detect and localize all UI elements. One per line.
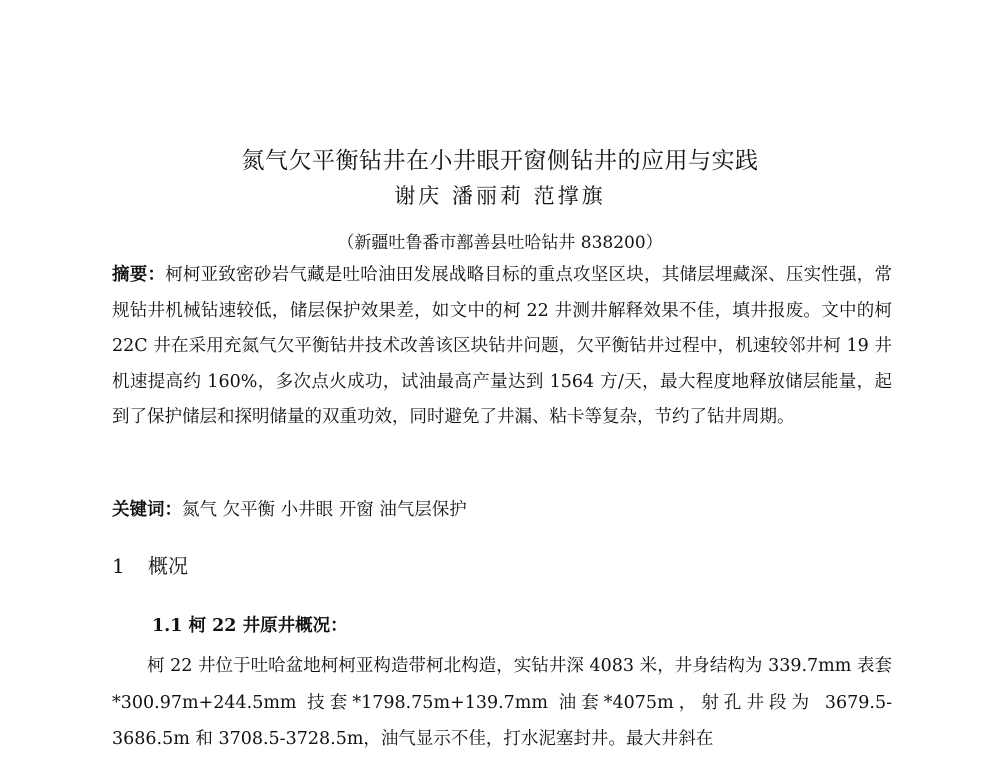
section-number: 1 bbox=[112, 554, 125, 578]
subsection-heading: 1.1 柯 22 井原井概况： bbox=[152, 616, 348, 636]
author-list: 谢庆 潘丽莉 范撑旗 bbox=[394, 184, 606, 208]
keywords-line bbox=[112, 496, 892, 521]
section-heading bbox=[112, 550, 188, 579]
body-paragraph: 柯 22 井位于吐哈盆地柯柯亚构造带柯北构造，实钻井深 4083 米，井身结构为 339.7mm 表套*300.97m+244.5mm 技套*1798.75m+139.7mm 油套*4075m，射孔井段为 3679.5-3686.5m 和 3708.5-3728.5m，油气显示不佳，打水泥塞封井。最大井斜在 bbox=[112, 656, 892, 749]
keywords-label: 关键词： bbox=[112, 500, 182, 520]
affiliation: （新疆吐鲁番市鄯善县吐哈钻井 838200） bbox=[337, 233, 663, 253]
section-title: 概况 bbox=[148, 554, 188, 578]
keywords-text: 氮气 欠平衡 小井眼 开窗 油气层保护 bbox=[182, 500, 467, 520]
abstract-label: 摘要： bbox=[112, 265, 166, 285]
abstract-paragraph bbox=[112, 258, 892, 436]
abstract-text: 柯柯亚致密砂岩气藏是吐哈油田发展战略目标的重点攻坚区块，其储层埋藏深、压实性强，常规钻井机械钻速较低，储层保护效果差，如文中的柯 22 井测井解释效果不佳，填井报废。文中的柯 22C 井在采用充氮气欠平衡钻井技术改善该区块钻井问题，欠平衡钻井过程中，机速较邻井柯 19 井机速提高约 160%，多次点火成功，试油最高产量达到 1564 方/天，最大程度地释放储层能量，起到了保护储层和探明储量的双重功效，同时避免了井漏、粘卡等复杂，节约了钻井周期。 bbox=[112, 265, 893, 427]
paper-title: 氮气欠平衡钻井在小井眼开窗侧钻井的应用与实践 bbox=[241, 148, 759, 174]
